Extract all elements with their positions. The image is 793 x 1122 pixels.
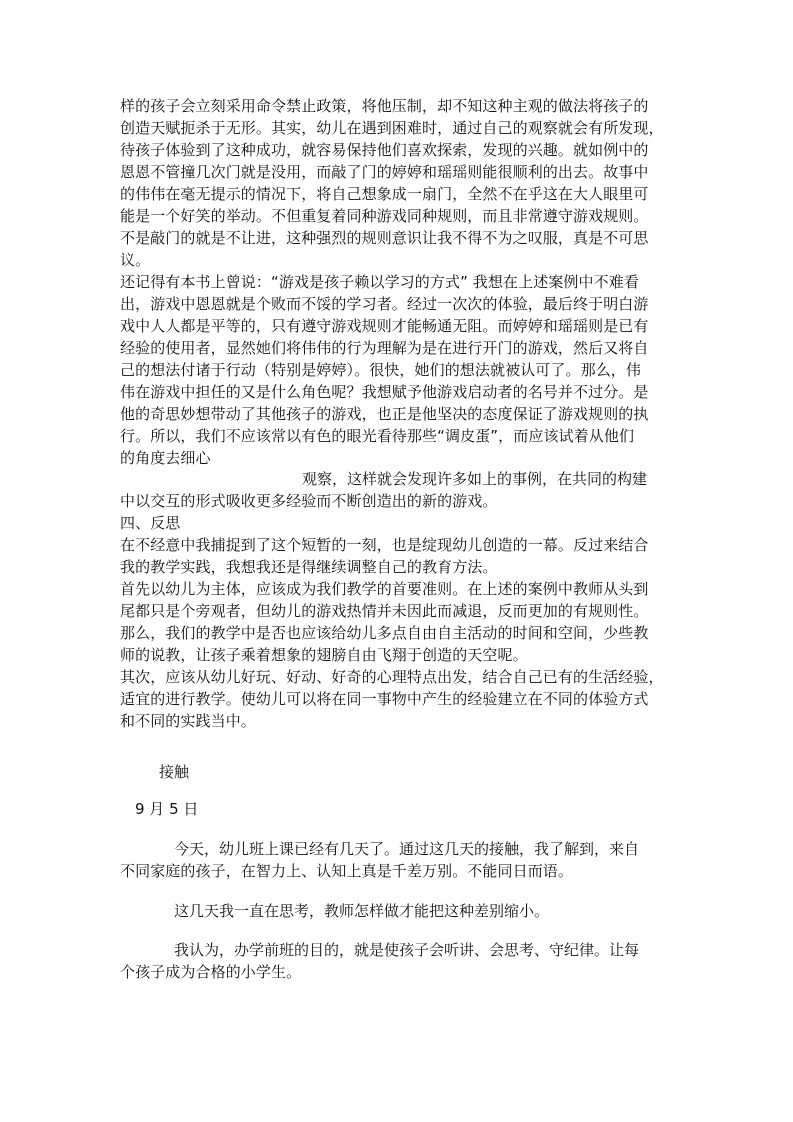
paragraph-line: 适宜的进行教学。使幼儿可以将在同一事物中产生的经验建立在不同的体验方式 [120, 690, 649, 708]
paragraph-line: 其次，应该从幼儿好玩、好动、好奇的心理特点出发，结合自己已有的生活经验， [120, 668, 664, 686]
paragraph-line: 尾都只是个旁观者，但幼儿的游戏热情并未因此而减退，反而更加的有规则性。 [120, 602, 649, 620]
paragraph-line: 今天，幼儿班上课已经有几天了。通过这几天的接触，我了解到，来自 [174, 840, 640, 858]
paragraph-line: 恩恩不管撞几次门就是没用，而敲了门的婷婷和瑶瑶则能很顺利的出去。故事中 [120, 163, 649, 181]
paragraph-line: 还记得有本书上曾说：“游戏是孩子赖以学习的方式” 我想在上述案例中不难看 [120, 273, 639, 291]
paragraph-line: 我的教学实践，我想我还是得继续调整自己的教育方法。 [120, 558, 498, 576]
paragraph-line: 和不同的实践当中。 [120, 712, 256, 730]
paragraph-line: 那么，我们的教学中是否也应该给幼儿多点自由自主活动的时间和空间，少些教 [120, 624, 649, 642]
paragraph-line: 这几天我一直在思考，教师怎样做才能把这种差别缩小。 [174, 902, 550, 920]
paragraph-line: 样的孩子会立刻采用命令禁止政策，将他压制，却不知这种主观的做法将孩子的 [120, 97, 649, 115]
paragraph-line: 己的想法付诸于行动（特别是婷婷）。很快，她们的想法就被认可了。那么，伟 [120, 361, 642, 379]
paragraph-line: 师的说教，让孩子乘着想象的翅膀自由飞翔于创造的天空呢。 [120, 646, 528, 664]
paragraph-line: 的角度去细心 [120, 449, 211, 467]
paragraph-line: 出，游戏中恩恩就是个败而不馁的学习者。经过一次次的体验，最后终于明白游 [120, 295, 649, 313]
section-heading: 四、反思 [120, 514, 181, 532]
paragraph-line: 议。 [120, 251, 151, 269]
paragraph-line: 行。所以，我们不应该常以有色的眼光看待那些“调皮蛋”，而应该试着从他们 [120, 427, 635, 445]
paragraph-line: 他的奇思妙想带动了其他孩子的游戏，也正是他坚决的态度保证了游戏规则的执 [120, 405, 649, 423]
paragraph-line: 待孩子体验到了这种成功，就容易保持他们喜欢探索，发现的兴趣。就如例中的 [120, 141, 649, 159]
paragraph-line: 不是敲门的就是不让进，这种强烈的规则意识让我不得不为之叹服，真是不可思 [120, 229, 649, 247]
paragraph-line: 创造天赋扼杀于无形。其实，幼儿在遇到困难时，通过自己的观察就会有所发现， [120, 119, 664, 137]
paragraph-line: 的伟伟在毫无提示的情况下，将自己想象成一扇门，全然不在乎这在大人眼里可 [120, 185, 649, 203]
paragraph-line: 能是一个好笑的举动。不但重复着同种游戏同种规则，而且非常遵守游戏规则。 [120, 207, 649, 225]
entry-date: 9 月 5 日 [135, 800, 199, 818]
entry-title: 接触 [159, 763, 190, 781]
paragraph-line: 经验的使用者，显然她们将伟伟的行为理解为是在进行开门的游戏，然后又将自 [120, 339, 649, 357]
paragraph-line: 我认为，办学前班的目的，就是使孩子会听讲、会思考、守纪律。让每 [174, 941, 640, 959]
paragraph-line: 不同家庭的孩子，在智力上、认知上真是千差万别。不能同日而语。 [120, 862, 574, 880]
paragraph-line: 戏中人人都是平等的，只有遵守游戏规则才能畅通无阻。而婷婷和瑶瑶则是已有 [120, 317, 649, 335]
paragraph-line: 在不经意中我捕捉到了这个短暂的一刻，也是绽现幼儿创造的一幕。反过来结合 [120, 536, 649, 554]
paragraph-line-indented: 观察，这样就会发现许多如上的事例，在共同的构建 [302, 470, 648, 488]
paragraph-line: 伟在游戏中担任的又是什么角色呢？我想赋予他游戏启动者的名号并不过分。是 [120, 383, 649, 401]
paragraph-line: 中以交互的形式吸收更多经验而不断创造出的新的游戏。 [120, 492, 498, 510]
paragraph-line: 个孩子成为合格的小学生。 [120, 963, 302, 981]
paragraph-line: 首先以幼儿为主体，应该成为我们教学的首要准则。在上述的案例中教师从头到 [120, 580, 649, 598]
